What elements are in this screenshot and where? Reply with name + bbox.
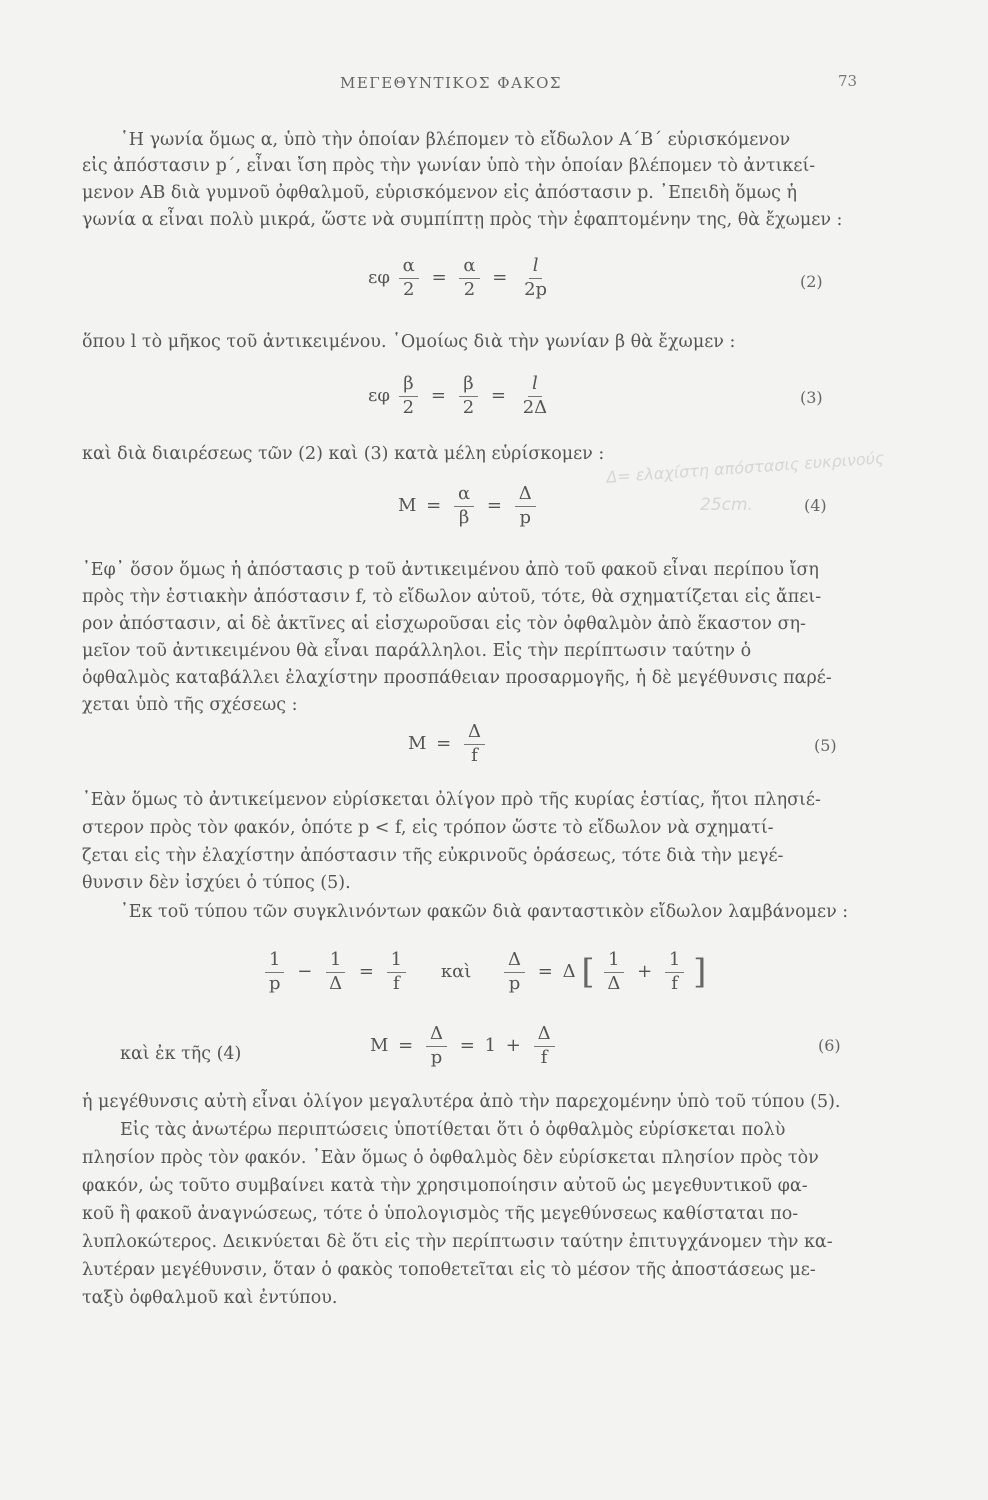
fraction: $\frac{\Delta}{f}$ (534, 1024, 555, 1068)
equation-5: M = $\frac{\Delta}{f}$ (408, 722, 488, 766)
fraction: $\frac{\Delta}{f}$ (464, 722, 485, 766)
text-line: ᾿Εὰν ὅμως τὸ ἀντικείμενον εὑρίσκεται ὀλίγον πρὸ τῆς κυρίας ἑστίας, ἤτοι πλησιέ- (82, 790, 821, 810)
text-line: εἰς ἀπόστασιν p΄, εἶναι ἴση πρὸς τὴν γωνίαν ὑπὸ τὴν ὁποίαν βλέπομεν τὸ ἀντικεί- (82, 156, 816, 176)
text-line: καὶ ἐκ τῆς (4) (120, 1044, 242, 1064)
page-number: 73 (838, 72, 858, 90)
text-line: γωνία α εἶναι πολὺ μικρά, ὥστε νὰ συμπίπτῃ πρὸς τὴν ἐφαπτομένην της, θὰ ἔχωμεν : (82, 210, 843, 230)
text-line: ᾿Εφ᾿ ὅσον ὅμως ἡ ἀπόστασις p τοῦ ἀντικειμένου ἀπὸ τοῦ φακοῦ εἶναι περίπου ἴση (82, 560, 819, 580)
text-line: Εἰς τὰς ἀνωτέρω περιπτώσεις ὑποτίθεται ὅτι ὁ ὀφθαλμὸς εὑρίσκεται πολὺ (120, 1120, 786, 1140)
text-line: ζεται εἰς τὴν ἐλαχίστην ἀπόστασιν τῆς εὐκρινοῦς ὁράσεως, τότε διὰ τὴν μεγέ- (82, 846, 784, 866)
text-line: ῾Η γωνία ὅμως α, ὑπὸ τὴν ὁποίαν βλέπομεν τὸ εἴδωλον Α΄Β΄ εὑρισκόμενον (120, 130, 791, 150)
running-header: ΜΕΓΕΘΥΝΤΙΚΟΣ ΦΑΚΟΣ (340, 74, 563, 92)
fraction: $\frac{1}{f}$ (665, 950, 684, 994)
fraction: $\frac{\Delta}{p}$ (426, 1024, 447, 1068)
text-line: πρὸς τὴν ἑστιακὴν ἀπόστασιν f, τὸ εἴδωλον αὐτοῦ, τότε, θὰ σχηματίζεται εἰς ἄπει- (82, 587, 822, 607)
text-line: λυτέραν μεγέθυνσιν, ὅταν ὁ φακὸς τοποθετεῖται εἰς τὸ μέσον τῆς ἀποστάσεως με- (82, 1260, 816, 1280)
fraction: $\frac{1}{f}$ (387, 950, 406, 994)
fraction: $\frac{\Delta}{p}$ (504, 950, 525, 994)
text-line: πλησίον πρὸς τὸν φακόν. ᾿Εὰν ὅμως ὁ ὀφθαλμὸς δὲν εὑρίσκεται πλησίον πρὸς τὸν (82, 1148, 819, 1168)
bracket-left: [ (581, 952, 595, 993)
fraction: $\frac{\alpha}{2}$ (399, 256, 419, 300)
equation-6: M = $\frac{\Delta}{p}$ = 1 + $\frac{\Delta}{f}$ (370, 1024, 558, 1068)
equation-4: M = $\frac{\alpha}{\beta}$ = $\frac{\Delta}{p}$ (398, 484, 539, 528)
equation-2: εφ $\frac{\alpha}{2}$ = $\frac{\alpha}{2}$ = $\frac{l}{2p}$ (368, 256, 554, 300)
text-line: στερον πρὸς τὸν φακόν, ὁπότε p < f, εἰς τρόπον ὥστε τὸ εἴδωλον νὰ σχηματί- (82, 818, 774, 838)
text-line: λυπλοκώτερος. Δεικνύεται δὲ ὅτι εἰς τὴν περίπτωσιν ταύτην ἐπιτυγχάνομεν τὴν κα- (82, 1232, 833, 1252)
handwritten-note: Δ= ελαχίστη απόστασις ευκρινούς (605, 448, 885, 487)
lens-equation: $\frac{1}{p}$ − $\frac{1}{\Delta}$ = $\frac{1}{f}$ καὶ $\frac{\Delta}{p}$ = Δ [ $\frac{1}{\Delta}$ + $\frac{1}{f}$ ] (262, 950, 706, 994)
equation-number: (6) (818, 1036, 841, 1055)
text-line: ὀφθαλμὸς καταβάλλει ἐλαχίστην προσπάθειαν προσαρμογῆς, ἡ δὲ μεγέθυνσις παρέ- (82, 668, 832, 688)
text-line: ρον ἀπόστασιν, αἱ δὲ ἀκτῖνες αἱ εἰσχωροῦσαι εἰς τὸν ὀφθαλμὸν ἀπὸ ἕκαστον ση- (82, 614, 806, 634)
text-line: ᾿Εκ τοῦ τύπου τῶν συγκλινόντων φακῶν διὰ φανταστικὸν εἴδωλον λαμβάνομεν : (120, 902, 849, 922)
fraction: $\frac{\beta}{2}$ (399, 374, 418, 418)
text-line: ταξὺ ὀφθαλμοῦ καὶ ἐντύπου. (82, 1288, 338, 1308)
equation-number: (4) (804, 496, 827, 515)
text-line: μενον ΑΒ διὰ γυμνοῦ ὀφθαλμοῦ, εὑρισκόμενον εἰς ἀπόστασιν p. ᾿Επειδὴ ὅμως ἡ (82, 183, 797, 203)
fraction: $\frac{1}{p}$ (265, 950, 285, 994)
eq-prefix: εφ (368, 267, 390, 289)
text-line: καὶ διὰ διαιρέσεως τῶν (2) καὶ (3) κατὰ μέλη εὑρίσκομεν : (82, 444, 605, 464)
fraction: $\frac{\alpha}{2}$ (459, 256, 479, 300)
fraction: $\frac{l}{2p}$ (524, 255, 548, 300)
equation-number: (5) (814, 736, 837, 755)
equation-number: (3) (800, 388, 823, 407)
text-line: χεται ὑπὸ τῆς σχέσεως : (82, 695, 298, 715)
text-line: μεῖον τοῦ ἀντικειμένου θὰ εἶναι παράλληλοι. Εἰς τὴν περίπτωσιν ταύτην ὁ (82, 641, 752, 661)
text-line: κοῦ ἢ φακοῦ ἀναγνώσεως, τότε ὁ ὑπολογισμὸς τῆς μεγεθύνσεως καθίσταται πο- (82, 1204, 799, 1224)
text-line: θυνσιν δὲν ἰσχύει ὁ τύπος (5). (82, 873, 351, 893)
fraction: $\frac{l}{2\Delta}$ (522, 373, 548, 418)
equation-3: εφ $\frac{\beta}{2}$ = $\frac{\beta}{2}$ = $\frac{l}{2\Delta}$ (368, 374, 554, 418)
fraction: $\frac{\alpha}{\beta}$ (454, 484, 474, 528)
text-line: ὅπου l τὸ μῆκος τοῦ ἀντικειμένου. ῾Ομοίως διὰ τὴν γωνίαν β θὰ ἔχωμεν : (82, 332, 736, 352)
fraction: $\frac{1}{\Delta}$ (325, 950, 346, 994)
fraction: $\frac{1}{\Delta}$ (603, 950, 624, 994)
fraction: $\frac{\beta}{2}$ (459, 374, 478, 418)
bracket-right: ] (693, 952, 707, 993)
equation-number: (2) (800, 272, 823, 291)
handwritten-note: 25cm. (700, 495, 753, 515)
text-line: φακόν, ὡς τοῦτο συμβαίνει κατὰ τὴν χρησιμοποίησιν αὐτοῦ ὡς μεγεθυντικοῦ φα- (82, 1176, 808, 1196)
text-line: ἡ μεγέθυνσις αὐτὴ εἶναι ὀλίγον μεγαλυτέρα ἀπὸ τὴν παρεχομένην ὑπὸ τοῦ τύπου (5). (82, 1092, 841, 1112)
fraction: $\frac{\Delta}{p}$ (515, 484, 536, 528)
